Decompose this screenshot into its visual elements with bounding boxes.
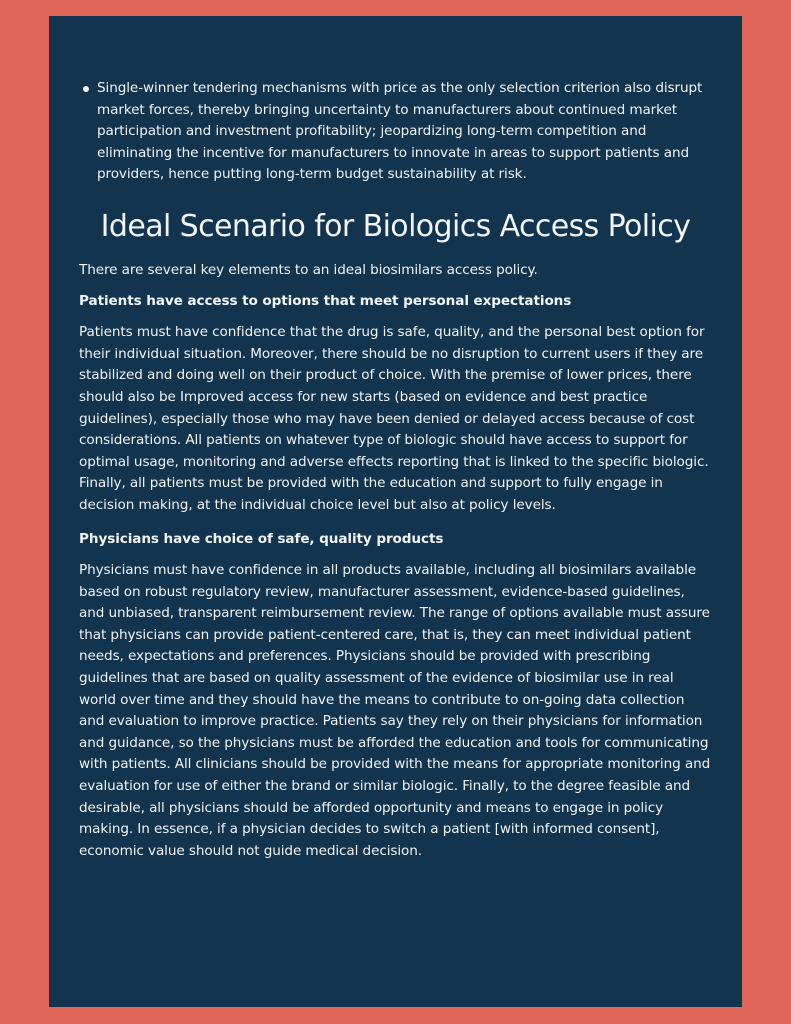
subsection-heading-patients: Patients have access to options that meet personal expectations — [79, 292, 572, 309]
section-title: Ideal Scenario for Biologics Access Policy — [100, 208, 691, 244]
content-panel — [49, 16, 742, 1007]
subsection-body-physicians: Physicians must have confidence in all products available, including all biosimilars available based on robust regulatory review, manufacturer assessment, evidence-based guidelines, and unbiased, transparent reimbursement review. The range of options available must assure that physicians can provide patient-centered care, that is, they can meet individual patient needs, expectations and preferences. Physicians should be provided with prescribing guidelines that are based on quality assessment of the evidence of biosimilar use in real world over time and they should have the means to contribute to on-going data collection and evaluation to improve practice. Patients say they rely on their physicians for information and guidance, so the physicians must be afforded the education and tools for communicating with patients. All clinicians should be provided with the means for appropriate monitoring and evaluation for use of either the brand or similar biologic. Finally, to the degree feasible and desirable, all physicians should be afforded opportunity and means to engage in policy making. In essence, if a physician decides to switch a patient [with informed consent], economic value should not guide medical decision. — [79, 562, 711, 859]
subsection-body-patients: Patients must have confidence that the drug is safe, quality, and the personal best option for their individual situation. Moreover, there should be no disruption to current users if they are stabilized and doing well on their product of choice. With the premise of lower prices, there should also be Improved access for new starts (based on evidence and best practice guidelines), especially those who may have been denied or delayed access because of cost considerations. All patients on whatever type of biologic should have access to support for optimal usage, monitoring and adverse effects reporting that is linked to the specific biologic. Finally, all patients must be provided with the education and support to fully engage in decision making, at the individual choice level but also at policy levels. — [79, 324, 709, 513]
subsection-heading-physicians: Physicians have choice of safe, quality products — [79, 530, 444, 547]
bullet-list — [79, 78, 712, 186]
section-intro: There are several key elements to an ideal biosimilars access policy. — [79, 261, 538, 278]
bullet-item: Single-winner tendering mechanisms with price as the only selection criterion also disrupt market forces, thereby bringing uncertainty to manufacturers about continued market participation and investment profitability; jeopardizing long-term competition and eliminating the incentive for manufacturers to innovate in areas to support patients and providers, hence putting long-term budget sustainability at risk. — [97, 78, 704, 186]
